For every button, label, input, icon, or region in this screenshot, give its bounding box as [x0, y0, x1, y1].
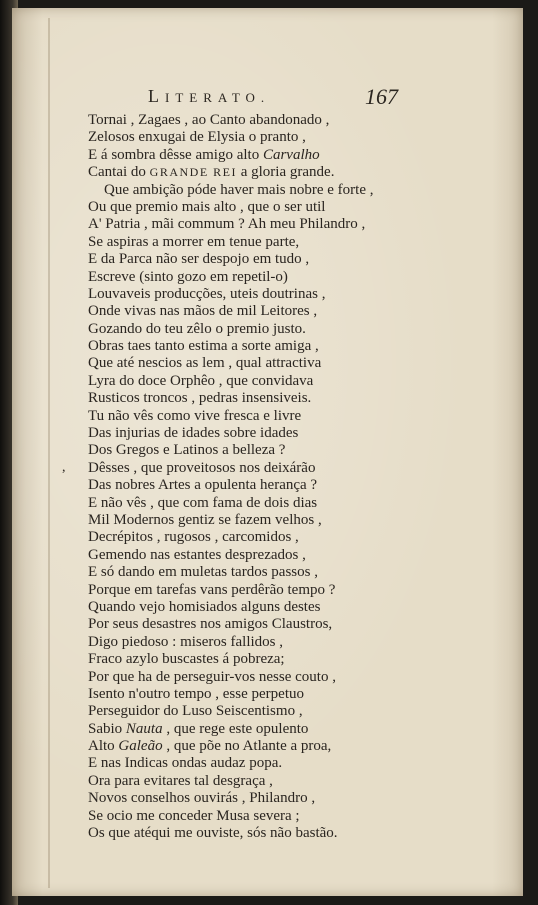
verse-line: Que até nescios as lem , qual attractiva: [88, 355, 322, 372]
verse-line: A' Patria , mãi commum ? Ah meu Philandro ,: [88, 216, 366, 233]
verse-line: Tornai , Zagaes , ao Canto abandonado ,: [88, 112, 330, 128]
verse-line: [88, 721, 508, 738]
marginal-mark: ,: [62, 460, 66, 475]
verse-line: [88, 147, 508, 164]
page-number: 167: [365, 84, 398, 109]
verse-line: Fraco azylo buscastes á pobreza;: [88, 651, 285, 668]
verse-text: Alto: [88, 738, 119, 755]
verse-line: Mil Modernos gentiz se fazem velhos ,: [88, 511, 322, 528]
verse-text: Sabio: [88, 720, 126, 737]
verse-line: Novos conselhos ouvirás , Philandro ,: [88, 790, 316, 807]
verse-line: Dêsses , que proveitosos nos deixárão: [88, 459, 316, 476]
verse-line: Quando vejo homisiados alguns destes: [88, 598, 321, 615]
verse-line: Ora para evitares tal desgraça ,: [88, 772, 273, 789]
verse-line: Decrépitos , rugosos , carcomidos ,: [88, 529, 299, 546]
verse-line: Escreve (sinto gozo em repetil-o): [88, 268, 288, 285]
verse-line: Obras taes tanto estima a sorte amiga ,: [88, 338, 319, 355]
running-head: [148, 86, 270, 107]
gutter-fold: [48, 18, 50, 888]
verse-italic-word: Nauta: [125, 720, 163, 737]
page-header: [148, 86, 408, 112]
verse-line: Por que ha de perseguir-vos nesse couto ,: [88, 668, 336, 685]
running-head-rest: ITERATO.: [165, 90, 271, 105]
verse-line: Rusticos troncos , pedras insensiveis.: [88, 390, 312, 407]
verse-italic-word: Galeão: [118, 738, 163, 755]
running-head-initial: L: [148, 86, 165, 106]
verse-line: E nas Indicas ondas audaz popa.: [88, 755, 283, 772]
verse-line: Isento n'outro tempo , esse perpetuo: [88, 685, 304, 702]
verse-line: Louvaveis producções, uteis doutrinas ,: [88, 285, 326, 302]
verse-line: [88, 164, 508, 181]
verse-text: , que rege este opulento: [162, 720, 309, 737]
verse-line: Porque em tarefas vans perdêrão tempo ?: [88, 581, 336, 598]
verse-line: Gozando do teu zêlo o premio justo.: [88, 320, 306, 337]
verse-line: Das injurias de idades sobre idades: [88, 425, 299, 442]
verse-line: Por seus desastres nos amigos Claustros,: [88, 616, 333, 633]
verse-line: Digo piedoso : miseros fallidos ,: [88, 633, 283, 650]
verse-line: Os que atéqui me ouviste, sós não bastão.: [88, 825, 338, 842]
verse-line: Zelosos enxugai de Elysia o pranto ,: [88, 129, 306, 146]
verse-line: E só dando em muletas tardos passos ,: [88, 564, 318, 581]
verse-text: , que põe no Atlante a proa,: [162, 738, 332, 755]
verse-line: Se ocio me conceder Musa severa ;: [88, 807, 300, 824]
verse-line: Tu não vês como vive fresca e livre: [88, 407, 302, 424]
poem-text: [88, 112, 508, 842]
verse-text: a gloria grande.: [236, 164, 335, 181]
verse-italic-word: Carvalho: [262, 146, 320, 163]
verse-line: Ou que premio mais alto , que o ser util: [88, 198, 326, 215]
verse-line: Das nobres Artes a opulenta herança ?: [88, 477, 318, 494]
verse-line: Onde vivas nas mãos de mil Leitores ,: [88, 303, 318, 320]
verse-line: E não vês , que com fama de dois dias: [88, 494, 318, 511]
verse-text: Cantai do: [88, 164, 150, 181]
verse-line: [88, 738, 508, 755]
verse-line: Gemendo nas estantes desprezados ,: [88, 546, 306, 563]
verse-small-caps: GRANDE REI: [149, 165, 237, 180]
verse-line: Dos Gregos e Latinos a belleza ?: [88, 442, 286, 459]
verse-line: Se aspiras a morrer em tenue parte,: [88, 233, 300, 250]
verse-line: Perseguidor do Luso Seiscentismo ,: [88, 703, 303, 720]
verse-line: Lyra do doce Orphêo , que convidava: [88, 372, 314, 389]
verse-line: Que ambição póde haver mais nobre e forte ,: [104, 181, 374, 198]
verse-text: E á sombra dêsse amigo alto: [88, 146, 263, 163]
verse-line: E da Parca não ser despojo em tudo ,: [88, 251, 310, 268]
